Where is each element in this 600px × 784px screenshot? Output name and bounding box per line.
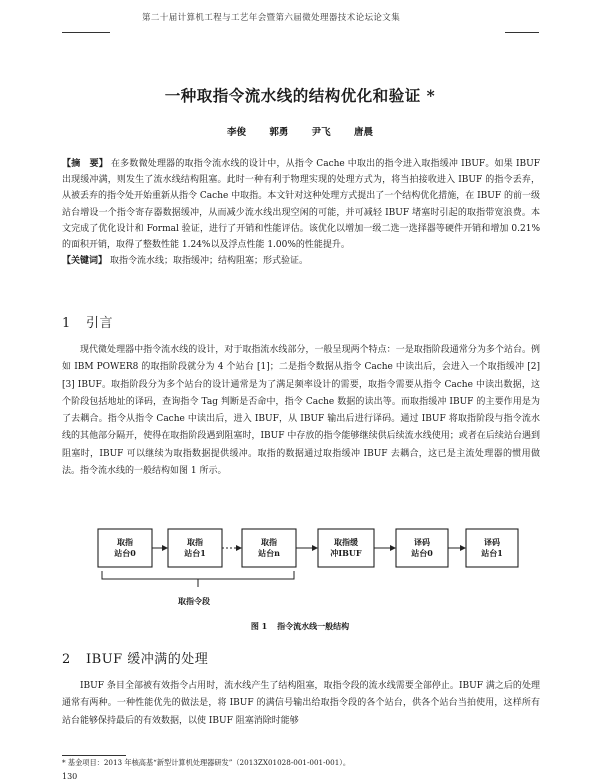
stage-label: 取指 站台0	[114, 537, 136, 558]
pipeline-diagram-svg	[62, 513, 540, 613]
author-name: 唐晨	[353, 127, 373, 138]
abstract	[62, 156, 540, 253]
author-list	[0, 124, 600, 138]
figure-number: 图 1	[250, 621, 268, 631]
keywords-text: 取指令流水线；取指缓冲；结构阻塞；形式验证。	[110, 256, 309, 266]
stage-label: 取指 站台1	[184, 537, 206, 558]
running-head-text: 第二十届计算机工程与工艺年会暨第六届微处理器技术论坛论文集	[142, 13, 401, 23]
footnote: * 基金项目：2013 年核高基“新型计算机处理器研发”（2013ZX01028-001-001-001）。	[62, 758, 351, 767]
keywords	[62, 253, 540, 269]
header-rule-left	[62, 32, 110, 33]
fetch-stage-bracket	[102, 571, 294, 579]
author-name: 尹飞	[311, 127, 331, 138]
abstract-label: 【摘 要】	[62, 159, 108, 169]
paper-title: 一种取指令流水线的结构优化和验证 *	[164, 86, 436, 105]
figure-caption	[0, 621, 600, 632]
fetch-stage-label: 取指令段	[178, 596, 210, 606]
stage-label: 取指缓 冲IBUF	[330, 537, 362, 558]
figure-caption-text: 指令流水线一般结构	[277, 621, 350, 631]
section2-paragraph: IBUF 条目全部被有效指令占用时，流水线产生了结构阻塞，取指令段的流水线需要全部停止。IBUF 满之后的处理通常有两种。一种性能优先的做法是，将 IBUF 的满信号输出给取指令段的各个站台，供各个站台当拍使用，这样所有站台能够保持最后的有效数据，以使 IBUF 阻塞消除时能够	[62, 681, 540, 726]
page-number: 130	[62, 772, 78, 781]
author-name: 郭勇	[269, 127, 289, 138]
abstract-text: 在多数微处理器的取指令流水线的设计中，从指令 Cache 中取出的指令进入取指缓冲 IBUF。如果 IBUF 出现缓冲满，则发生了流水线结构阻塞。此时一种有利于物理实现的处理方式为，将当拍接收进入 IBUF 的指令丢弃，从被丢弃的指令处开始重新从指令 Cache 中取指。本文针对这种处理方式提出了一个结构优化措施，在 IBUF 的前一级站台增设一个指令寄存器数据缓冲，从而减少流水线出现空闲的可能，并可减轻 IBUF 堵塞时引起的取指带宽浪费。本文完成了优化设计和 Formal 验证，进行了开销和性能评估。该优化以增加一级二选一选择器等硬件开销和增加 0.21%的面积开销，取得了整数性能 1.24%以及浮点性能 1.00%的性能提升。	[62, 159, 540, 251]
stage-label: 译码 站台0	[411, 537, 433, 558]
footnote-rule	[62, 755, 126, 756]
section-number: 1	[62, 316, 71, 331]
intro-paragraph: 现代微处理器中指令流水线的设计，对于取指流水线部分，一般呈现两个特点：一是取指阶段通常分为多个站台。例如 IBM POWER8 的取指阶段就分为 4 个站台 [1]；二是指令数据从指令 Cache 中读出后，会进入一个取指缓冲 [2][3] IBUF。取指阶段分为多个站台的设计通常是为了满足频率设计的需要，取指令需要从指令 Cache 中读出数据，这个阶段包括地址的译码，查询指令 Tag 判断是否命中，指令 Cache 数据的读出等。而取指缓冲 IBUF 的主要作用是为了去耦合。指令从指令 Cache 中读出后，进入 IBUF，从 IBUF 输出后进行译码。通过 IBUF 将取指阶段与指令流水线的其他部分隔开，使得在取指阶段遇到阻塞时，IBUF 中存放的指令能够继续供后续流水线使用；或者在后续站台遇到阻塞时，IBUF 可以继续为取指数据提供缓冲。取指的数据通过取指缓冲 IBUF 去耦合，这已是主流处理器的惯用做法。指令流水线的一般结构如图 1 所示。	[62, 345, 540, 477]
section-title: 引言	[86, 316, 114, 331]
header-rule-right	[505, 32, 539, 33]
section-heading-ibuf	[62, 648, 208, 667]
author-name: 李俊	[227, 127, 247, 138]
keywords-label: 【关键词】	[62, 256, 108, 266]
running-header	[0, 10, 600, 40]
pipeline-diagram	[62, 513, 540, 613]
section-heading-introduction	[62, 312, 113, 331]
section-title: IBUF 缓冲满的处理	[86, 652, 209, 667]
stage-label: 译码 站台1	[481, 537, 503, 558]
stage-label: 取指 站台n	[258, 537, 280, 558]
section-number: 2	[62, 652, 71, 667]
